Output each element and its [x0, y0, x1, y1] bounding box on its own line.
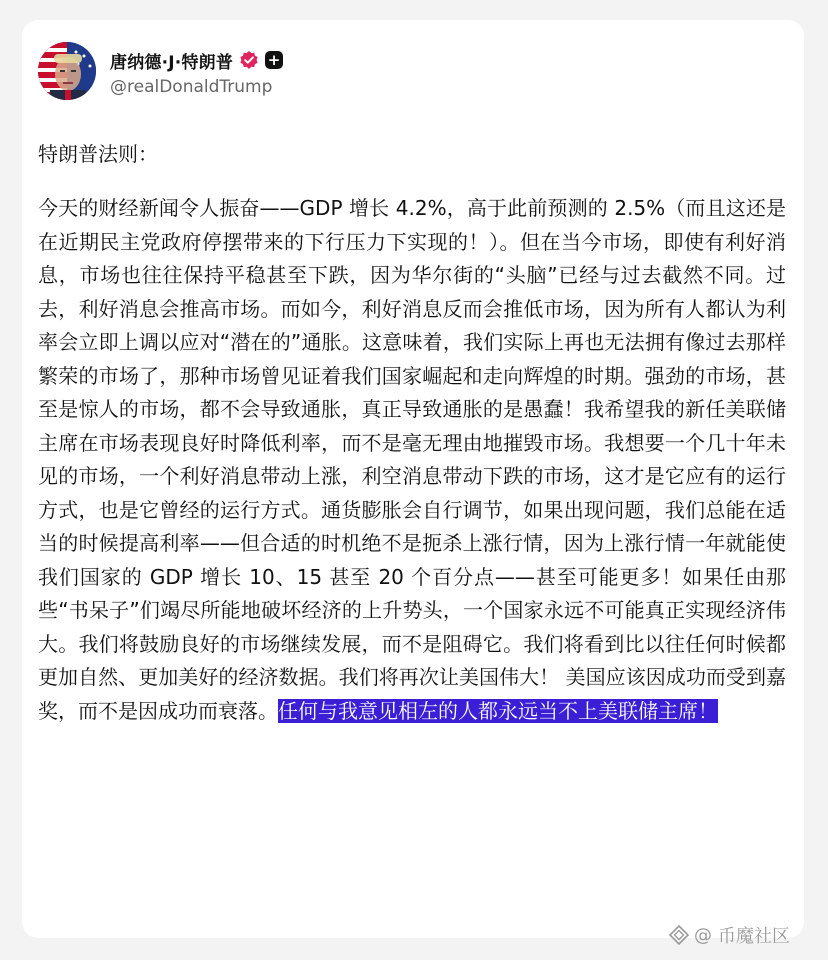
author-name[interactable]: 唐纳德·J·特朗普 — [110, 52, 234, 73]
plus-badge-icon: + — [265, 51, 283, 69]
watermark — [668, 922, 790, 948]
diamond-logo-icon — [668, 924, 690, 946]
author-row — [110, 47, 283, 73]
highlighted-text: 任何与我意见相左的人都永远当不上美联储主席！ — [278, 698, 718, 723]
avatar[interactable] — [38, 42, 96, 100]
post-title: 特朗普法则： — [38, 142, 158, 166]
post-header — [38, 42, 738, 104]
post-body — [38, 192, 786, 728]
verified-badge-icon — [239, 50, 259, 70]
post-card — [22, 20, 804, 938]
avatar-image — [38, 42, 96, 100]
post-body-text: 今天的财经新闻令人振奋——GDP 增长 4.2%，高于此前预测的 2.5%（而且这还是在近期民主党政府停摆带来的下行压力下实现的！）。但在当今市场，即使有利好消息，市场也往往保持平稳甚至下跌，因为华尔街的“头脑”已经与过去截然不同。过去，利好消息会推高市场。而如今，利好消息反而会推低市场，因为所有人都认为利率会立即上调以应对“潜在的”通胀。这意味着，我们实际上再也无法拥有像过去那样繁荣的市场了，那种市场曾见证着我们国家崛起和走向辉煌的时期。强劲的市场，甚至是惊人的市场，都不会导致通胀，真正导致通胀的是愚蠢！我希望我的新任美联储主席在市场表现良好时降低利率，而不是毫无理由地摧毁市场。我想要一个几十年未见的市场，一个利好消息带动上涨，利空消息带动下跌的市场，这才是它应有的运行方式，也是它曾经的运行方式。通货膨胀会自行调节，如果出现问题，我们总能在适当的时候提高利率——但合适的时机绝不是扼杀上涨行情，因为上涨行情一年就能使我们国家的 GDP 增长 10、15 甚至 20 个百分点——甚至可能更多！如果任由那些“书呆子”们竭尽所能地破坏经济的上升势头，一个国家永远不可能真正实现经济伟大。我们将鼓励良好的市场继续发展，而不是阻碍它。我们将看到比以往任何时候都更加自然、更加美好的经济数据。我们将再次让美国伟大！ 美国应该因成功而受到嘉奖，而不是因成功而衰落。 — [38, 196, 786, 723]
watermark-at: @ — [694, 924, 712, 946]
watermark-text: 币魔社区 — [718, 926, 790, 947]
author-handle[interactable]: @realDonaldTrump — [110, 77, 273, 97]
